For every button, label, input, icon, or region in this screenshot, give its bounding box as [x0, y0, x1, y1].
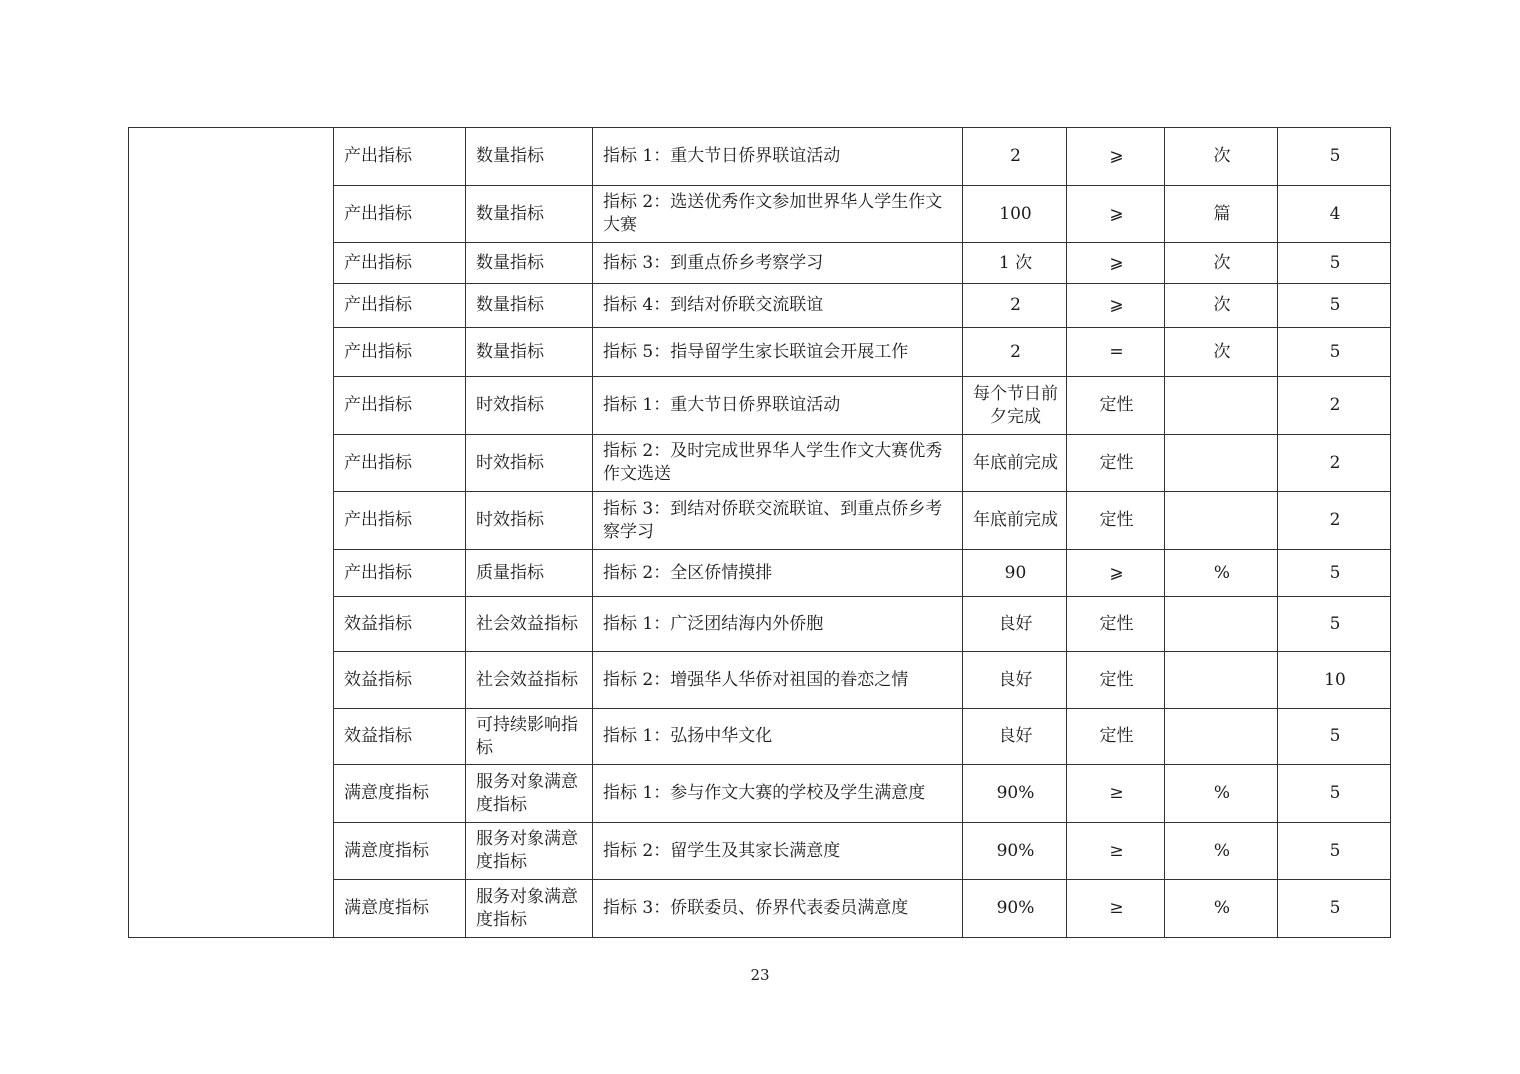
level2-cell: 服务对象满意度指标 — [466, 880, 593, 938]
level2-cell: 时效指标 — [466, 377, 593, 435]
level2-cell: 时效指标 — [466, 435, 593, 492]
value-cell: 2 — [963, 284, 1067, 328]
score-cell: 2 — [1278, 377, 1391, 435]
level2-cell: 数量指标 — [466, 128, 593, 186]
symbol-cell: ⩾ — [1067, 186, 1165, 243]
score-cell: 2 — [1278, 492, 1391, 550]
unit-cell — [1165, 377, 1278, 435]
symbol-cell: ⩾ — [1067, 284, 1165, 328]
unit-cell — [1165, 435, 1278, 492]
level1-cell: 满意度指标 — [334, 880, 466, 938]
indicator-cell: 指标 4：到结对侨联交流联谊 — [593, 284, 963, 328]
symbol-cell: 定性 — [1067, 492, 1165, 550]
indicator-cell: 指标 1：弘扬中华文化 — [593, 709, 963, 765]
level2-cell: 社会效益指标 — [466, 597, 593, 652]
indicator-cell: 指标 3：侨联委员、侨界代表委员满意度 — [593, 880, 963, 938]
value-cell: 90% — [963, 823, 1067, 880]
score-cell: 5 — [1278, 128, 1391, 186]
score-cell: 10 — [1278, 652, 1391, 709]
indicator-cell: 指标 2：增强华人华侨对祖国的眷恋之情 — [593, 652, 963, 709]
value-cell: 90% — [963, 880, 1067, 938]
score-cell: 5 — [1278, 243, 1391, 284]
unit-cell: 次 — [1165, 284, 1278, 328]
table-row — [129, 128, 1391, 186]
score-cell: 5 — [1278, 597, 1391, 652]
score-cell: 5 — [1278, 765, 1391, 823]
indicator-cell: 指标 3：到结对侨联交流联谊、到重点侨乡考察学习 — [593, 492, 963, 550]
indicator-cell: 指标 1：广泛团结海内外侨胞 — [593, 597, 963, 652]
value-cell: 良好 — [963, 709, 1067, 765]
symbol-cell: 定性 — [1067, 377, 1165, 435]
indicator-cell: 指标 3：到重点侨乡考察学习 — [593, 243, 963, 284]
level1-cell: 产出指标 — [334, 186, 466, 243]
indicator-table-body — [129, 128, 1391, 938]
level2-cell: 可持续影响指标 — [466, 709, 593, 765]
unit-cell: 次 — [1165, 328, 1278, 377]
level1-cell: 满意度指标 — [334, 765, 466, 823]
unit-cell: 次 — [1165, 128, 1278, 186]
value-cell: 年底前完成 — [963, 492, 1067, 550]
page-number: 23 — [750, 966, 770, 984]
unit-cell — [1165, 492, 1278, 550]
value-cell: 2 — [963, 328, 1067, 377]
level1-cell: 产出指标 — [334, 284, 466, 328]
value-cell: 良好 — [963, 597, 1067, 652]
indicator-cell: 指标 2：选送优秀作文参加世界华人学生作文大赛 — [593, 186, 963, 243]
level2-cell: 社会效益指标 — [466, 652, 593, 709]
indicator-cell: 指标 1：重大节日侨界联谊活动 — [593, 377, 963, 435]
score-cell: 5 — [1278, 823, 1391, 880]
level2-cell: 数量指标 — [466, 328, 593, 377]
level2-cell: 服务对象满意度指标 — [466, 765, 593, 823]
score-cell: 5 — [1278, 328, 1391, 377]
value-cell: 1 次 — [963, 243, 1067, 284]
performance-indicator-table — [128, 127, 1391, 938]
level1-cell: 效益指标 — [334, 652, 466, 709]
symbol-cell: ⩾ — [1067, 243, 1165, 284]
unit-cell — [1165, 709, 1278, 765]
value-cell: 2 — [963, 128, 1067, 186]
unit-cell: 次 — [1165, 243, 1278, 284]
level1-cell: 产出指标 — [334, 377, 466, 435]
symbol-cell: = — [1067, 328, 1165, 377]
symbol-cell: ≥ — [1067, 823, 1165, 880]
unit-cell — [1165, 652, 1278, 709]
symbol-cell: ≥ — [1067, 880, 1165, 938]
symbol-cell: ⩾ — [1067, 128, 1165, 186]
score-cell: 5 — [1278, 284, 1391, 328]
unit-cell: % — [1165, 823, 1278, 880]
unit-cell — [1165, 597, 1278, 652]
indicator-cell: 指标 1：重大节日侨界联谊活动 — [593, 128, 963, 186]
symbol-cell: 定性 — [1067, 597, 1165, 652]
symbol-cell: 定性 — [1067, 709, 1165, 765]
level1-cell: 产出指标 — [334, 435, 466, 492]
level1-cell: 效益指标 — [334, 597, 466, 652]
value-cell: 年底前完成 — [963, 435, 1067, 492]
value-cell: 90% — [963, 765, 1067, 823]
level2-cell: 时效指标 — [466, 492, 593, 550]
level1-cell: 满意度指标 — [334, 823, 466, 880]
unit-cell: % — [1165, 765, 1278, 823]
score-cell: 5 — [1278, 550, 1391, 597]
blank-category-cell — [129, 128, 334, 938]
level2-cell: 服务对象满意度指标 — [466, 823, 593, 880]
unit-cell: 篇 — [1165, 186, 1278, 243]
level2-cell: 数量指标 — [466, 243, 593, 284]
unit-cell: % — [1165, 550, 1278, 597]
score-cell: 4 — [1278, 186, 1391, 243]
level1-cell: 效益指标 — [334, 709, 466, 765]
indicator-cell: 指标 2：留学生及其家长满意度 — [593, 823, 963, 880]
level2-cell: 质量指标 — [466, 550, 593, 597]
level2-cell: 数量指标 — [466, 284, 593, 328]
symbol-cell: ⩾ — [1067, 550, 1165, 597]
level1-cell: 产出指标 — [334, 550, 466, 597]
symbol-cell: ≥ — [1067, 765, 1165, 823]
level1-cell: 产出指标 — [334, 328, 466, 377]
level2-cell: 数量指标 — [466, 186, 593, 243]
score-cell: 2 — [1278, 435, 1391, 492]
level1-cell: 产出指标 — [334, 243, 466, 284]
indicator-cell: 指标 2：全区侨情摸排 — [593, 550, 963, 597]
indicator-cell: 指标 2：及时完成世界华人学生作文大赛优秀作文选送 — [593, 435, 963, 492]
score-cell: 5 — [1278, 880, 1391, 938]
level1-cell: 产出指标 — [334, 492, 466, 550]
unit-cell: % — [1165, 880, 1278, 938]
level1-cell: 产出指标 — [334, 128, 466, 186]
indicator-cell: 指标 5：指导留学生家长联谊会开展工作 — [593, 328, 963, 377]
value-cell: 良好 — [963, 652, 1067, 709]
symbol-cell: 定性 — [1067, 652, 1165, 709]
score-cell: 5 — [1278, 709, 1391, 765]
symbol-cell: 定性 — [1067, 435, 1165, 492]
indicator-cell: 指标 1：参与作文大赛的学校及学生满意度 — [593, 765, 963, 823]
value-cell: 100 — [963, 186, 1067, 243]
value-cell: 90 — [963, 550, 1067, 597]
value-cell: 每个节日前夕完成 — [963, 377, 1067, 435]
